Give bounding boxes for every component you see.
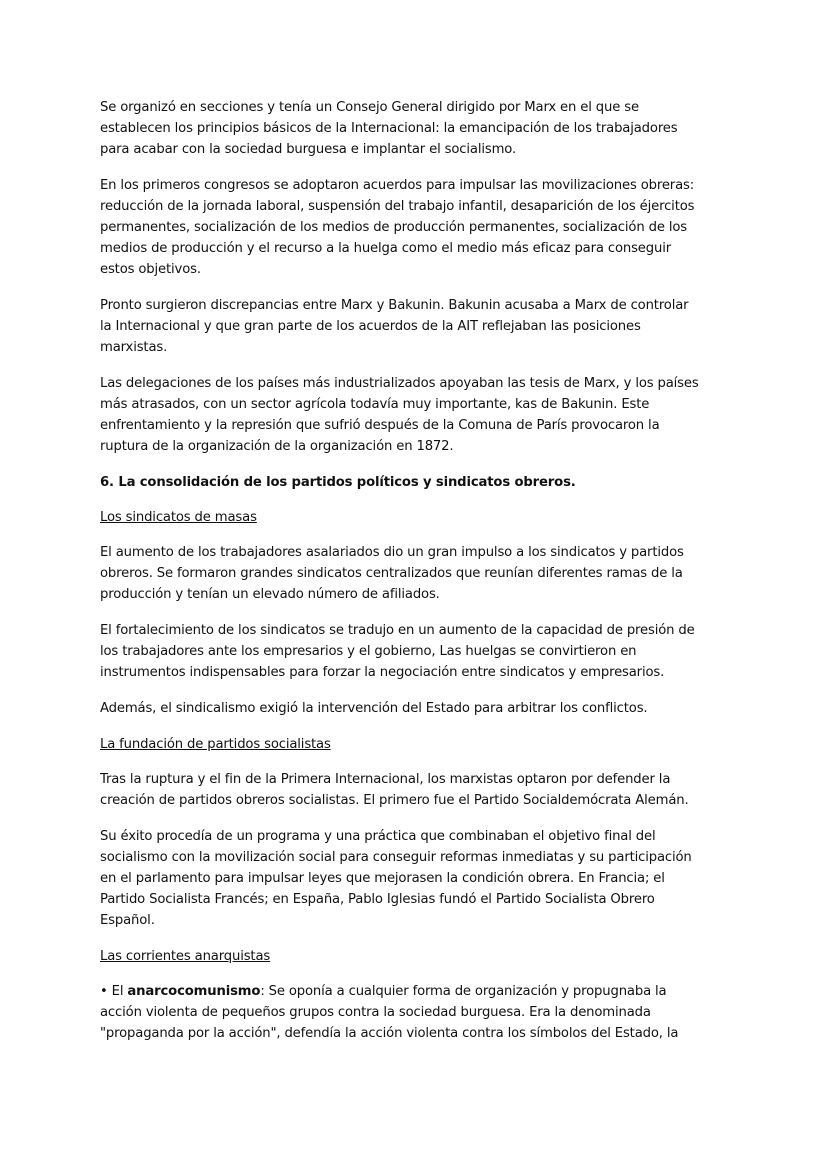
bullet-first-line [100, 981, 740, 1002]
section-heading: 6. La consolidación de los partidos políticos y sindicatos obreros. [100, 475, 576, 490]
bullet-term: anarcocomunismo [127, 984, 261, 999]
text-line: El fortalecimiento de los sindicatos se tradujo en un aumento de la capacidad de presión de [100, 623, 695, 638]
text-line: para acabar con la sociedad burguesa e implantar el socialismo. [100, 142, 517, 157]
text-line: estos objetivos. [100, 262, 201, 277]
text-line: En los primeros congresos se adoptaron acuerdos para impulsar las movilizaciones obreras: [100, 178, 695, 193]
document-page [100, 97, 740, 1059]
paragraph [100, 769, 740, 811]
text-line: instrumentos indispensables para forzar la negociación entre sindicatos y empresarios. [100, 665, 665, 680]
text-line: ruptura de la organización de la organización en 1872. [100, 439, 454, 454]
subheading-anarquistas: Las corrientes anarquistas [100, 949, 271, 964]
paragraph [100, 97, 740, 160]
text-line: Pronto surgieron discrepancias entre Marx y Bakunin. Bakunin acusaba a Marx de controlar [100, 298, 689, 313]
paragraph [100, 295, 740, 358]
text-line: permanentes, socialización de los medios de producción permanentes, socialización de los [100, 220, 687, 235]
text-line: Español. [100, 913, 155, 928]
text-line: la Internacional y que gran parte de los acuerdos de la AIT reflejaban las posiciones [100, 319, 641, 334]
text-line: marxistas. [100, 340, 168, 355]
text-line: acción violenta de pequeños grupos contra la sociedad burguesa. Era la denominada [100, 1005, 651, 1020]
text-line: El aumento de los trabajadores asalariados dio un gran impulso a los sindicatos y partidos [100, 545, 684, 560]
bullet-prefix: • El [100, 984, 128, 999]
text-line: obreros. Se formaron grandes sindicatos centralizados que reunían diferentes ramas de la [100, 566, 683, 581]
text-line: socialismo con la movilización social para conseguir reformas inmediatas y su participación [100, 850, 692, 865]
text-line: Su éxito procedía de un programa y una práctica que combinaban el objetivo final del [100, 829, 656, 844]
text-line: Se organizó en secciones y tenía un Consejo General dirigido por Marx en el que se [100, 100, 639, 115]
text-line: los trabajadores ante los empresarios y el gobierno, Las huelgas se convirtieron en [100, 644, 637, 659]
paragraph [100, 542, 740, 605]
paragraph [100, 826, 740, 931]
paragraph [100, 698, 740, 719]
text-line: Tras la ruptura y el fin de la Primera Internacional, los marxistas optaron por defender la [100, 772, 671, 787]
text-line: "propaganda por la acción", defendía la acción violenta contra los símbolos del Estado, la [100, 1026, 679, 1041]
text-line: en el parlamento para impulsar leyes que mejorasen la condición obrera. En Francia; el [100, 871, 665, 886]
paragraph [100, 175, 740, 280]
text-line: establecen los principios básicos de la Internacional: la emancipación de los trabajadores [100, 121, 678, 136]
text-line: enfrentamiento y la represión que sufrió después de la Comuna de París provocaron la [100, 418, 660, 433]
text-line: Partido Socialista Francés; en España, Pablo Iglesias fundó el Partido Socialista Obrero [100, 892, 655, 907]
text-line: Las delegaciones de los países más industrializados apoyaban las tesis de Marx, y los países [100, 376, 699, 391]
paragraph [100, 620, 740, 683]
text-line: medios de producción y el recurso a la huelga como el medio más eficaz para conseguir [100, 241, 671, 256]
bullet-item-anarcocomunismo [100, 981, 740, 1044]
paragraph [100, 373, 740, 457]
text-line: Además, el sindicalismo exigió la intervención del Estado para arbitrar los conflictos. [100, 701, 648, 716]
text-line: reducción de la jornada laboral, suspensión del trabajo infantil, desaparición de los éjercitos [100, 199, 695, 214]
text-line: producción y tenían un elevado número de afiliados. [100, 587, 440, 602]
subheading-sindicatos: Los sindicatos de masas [100, 510, 257, 525]
text-line: más atrasados, con un sector agrícola todavía muy importante, kas de Bakunin. Este [100, 397, 650, 412]
subheading-partidos: La fundación de partidos socialistas [100, 737, 331, 752]
bullet-text: : Se oponía a cualquier forma de organización y propugnaba la [260, 984, 667, 999]
text-line: creación de partidos obreros socialistas. El primero fue el Partido Socialdemócrata Alemán. [100, 793, 689, 808]
